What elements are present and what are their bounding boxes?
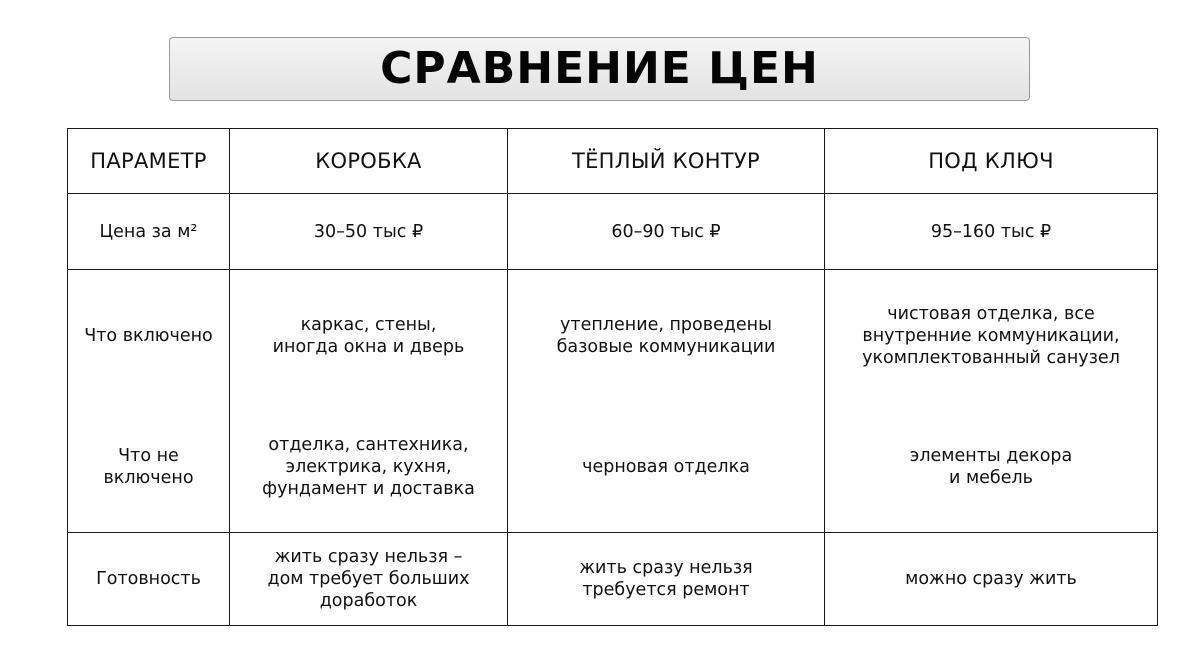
included-turnkey-cell xyxy=(825,270,1158,533)
not-included-turnkey-line: и мебель xyxy=(949,467,1033,488)
price-turnkey: 95–160 тыс ₽ xyxy=(825,194,1158,270)
header-parameter: ПАРАМЕТР xyxy=(68,129,230,194)
row-label-included-group xyxy=(68,270,230,533)
included-box-line: каркас, стены, xyxy=(300,314,437,335)
readiness-box-line: доработок xyxy=(319,591,418,611)
included-warm-contour-line: базовые коммуникации xyxy=(556,336,776,357)
included-warm-contour-line: утепление, проведены xyxy=(560,314,772,335)
not-included-box-line: фундамент и доставка xyxy=(262,478,475,499)
readiness-box-line: жить сразу нельзя – xyxy=(274,547,463,567)
readiness-warm-contour-line: жить сразу нельзя xyxy=(579,558,753,578)
not-included-box-line: электрика, кухня, xyxy=(285,456,452,477)
title-banner xyxy=(169,37,1030,101)
included-turnkey-line: укомплектованный санузел xyxy=(862,347,1120,368)
header-warm-contour: ТЁПЛЫЙ КОНТУР xyxy=(508,129,825,194)
table-row-readiness xyxy=(68,533,1158,626)
row-label-not-included-line: включено xyxy=(103,467,194,488)
price-comparison-table xyxy=(67,128,1158,626)
price-box: 30–50 тыс ₽ xyxy=(230,194,508,270)
page-title: СРАВНЕНИЕ ЦЕН xyxy=(380,43,819,94)
included-warm-contour-cell xyxy=(508,270,825,533)
readiness-turnkey-line: можно сразу жить xyxy=(905,569,1077,589)
row-label-price: Цена за м² xyxy=(68,194,230,270)
readiness-box-line: дом требует больших xyxy=(267,569,470,589)
table-row-price xyxy=(68,194,1158,270)
not-included-warm-contour-line: черновая отделка xyxy=(582,456,750,477)
readiness-turnkey xyxy=(825,533,1158,626)
row-label-readiness: Готовность xyxy=(68,533,230,626)
row-label-included: Что включено xyxy=(84,325,213,346)
readiness-warm-contour xyxy=(508,533,825,626)
not-included-box-line: отделка, сантехника, xyxy=(268,434,469,455)
readiness-warm-contour-line: требуется ремонт xyxy=(582,580,750,600)
included-box-line: иногда окна и дверь xyxy=(272,336,465,357)
included-turnkey-line: внутренние коммуникации, xyxy=(862,325,1120,346)
header-row xyxy=(68,129,1158,194)
readiness-box xyxy=(230,533,508,626)
included-turnkey-line: чистовая отделка, все xyxy=(887,303,1095,324)
header-turnkey: ПОД КЛЮЧ xyxy=(825,129,1158,194)
row-label-not-included-line: Что не xyxy=(118,445,179,466)
included-box-cell xyxy=(230,270,508,533)
table-row-included xyxy=(68,270,1158,533)
not-included-turnkey-line: элементы декора xyxy=(909,445,1073,466)
price-warm-contour: 60–90 тыс ₽ xyxy=(508,194,825,270)
header-box: КОРОБКА xyxy=(230,129,508,194)
